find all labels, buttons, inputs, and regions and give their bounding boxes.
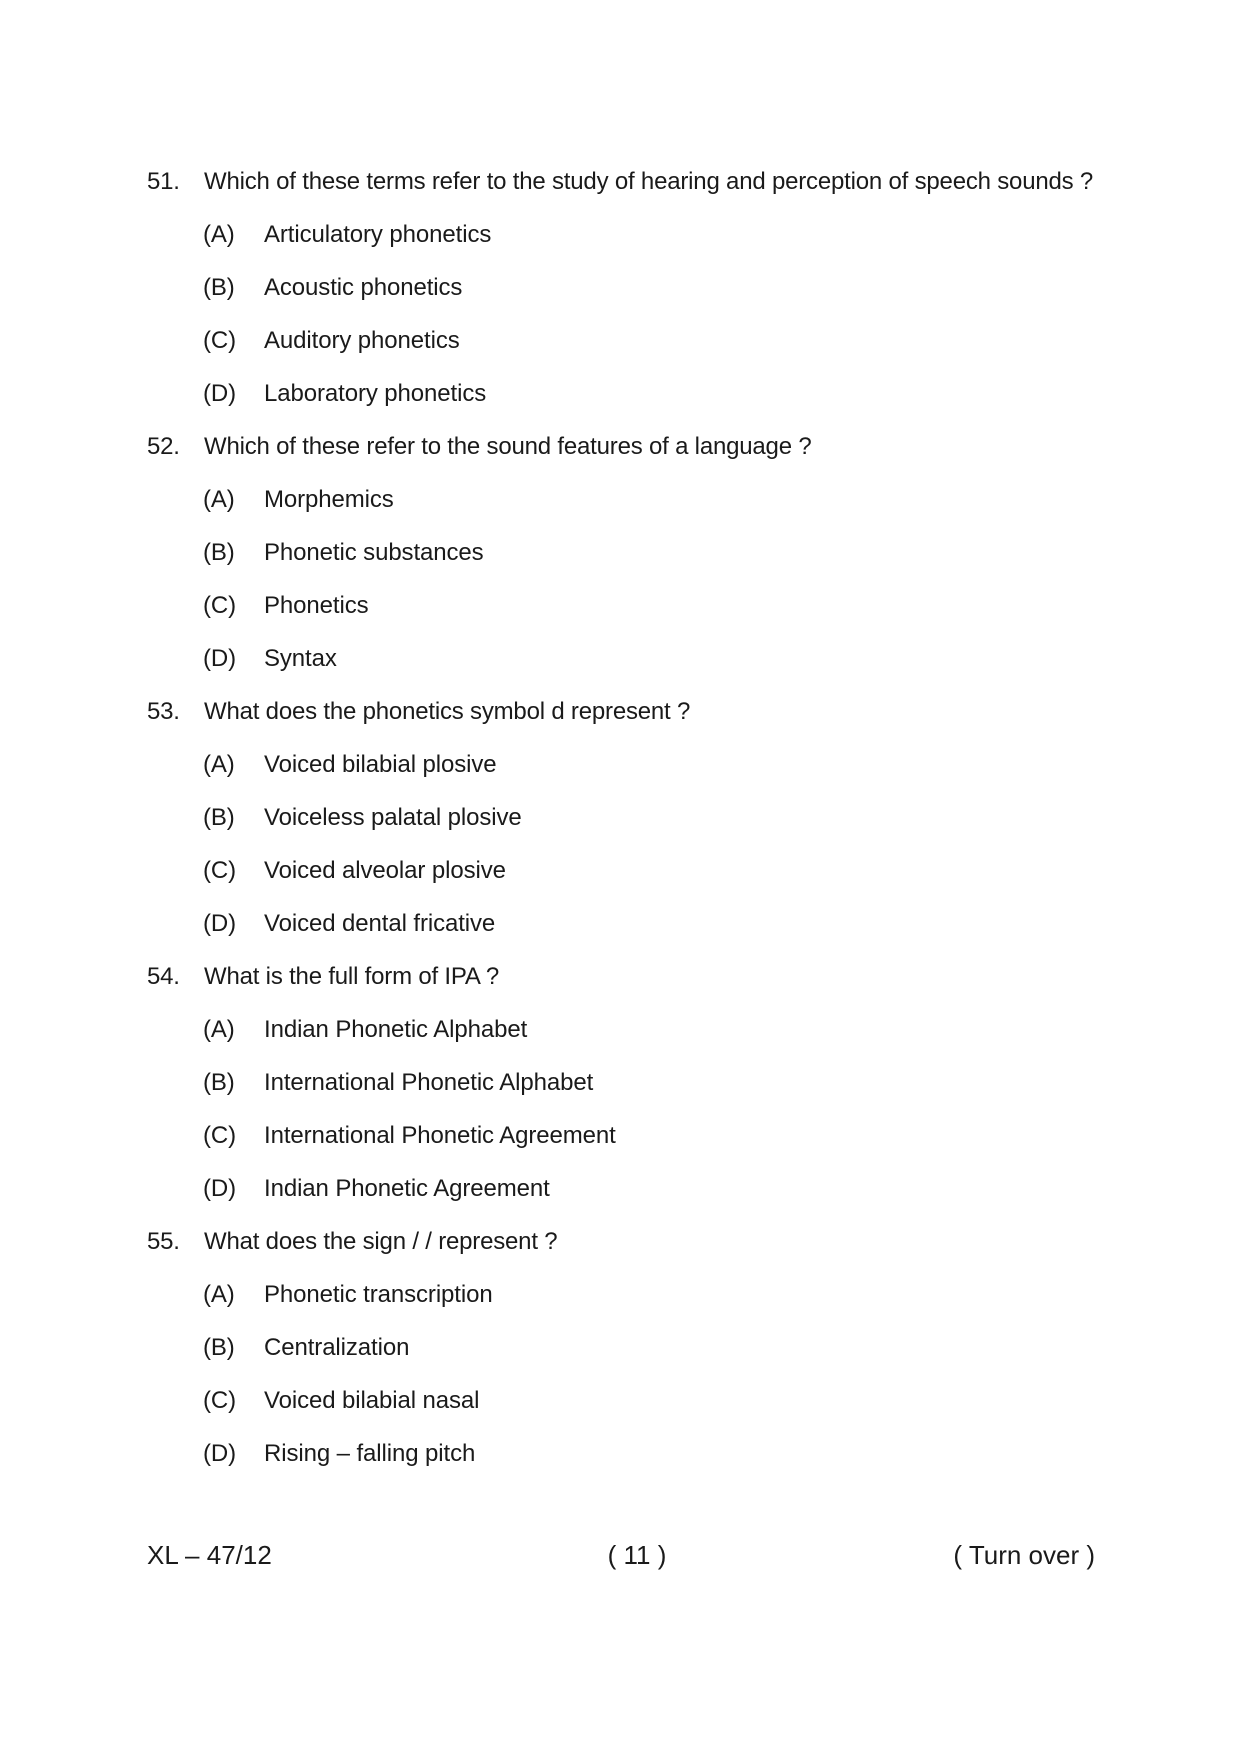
- option-c: [147, 1385, 1107, 1417]
- question-list: [147, 166, 1107, 1491]
- option-d: [147, 1173, 1107, 1205]
- option-label: (C): [203, 857, 237, 884]
- option-label: (B): [203, 1334, 235, 1361]
- question-text: What does the sign / / represent ?: [204, 1228, 558, 1255]
- question-51: [147, 166, 1107, 410]
- option-b: [147, 537, 1107, 569]
- option-b: [147, 1067, 1107, 1099]
- question-stem: [147, 961, 1107, 993]
- question-stem: [147, 166, 1107, 198]
- question-54: [147, 961, 1107, 1205]
- option-label: (D): [203, 380, 237, 407]
- question-text: Which of these refer to the sound features of a language ?: [204, 433, 812, 460]
- question-text: What does the phonetics symbol d represent ?: [204, 698, 691, 725]
- option-text: Phonetic transcription: [264, 1281, 493, 1308]
- question-stem: [147, 1226, 1107, 1258]
- option-a: [147, 749, 1107, 781]
- option-label: (B): [203, 274, 235, 301]
- option-text: Morphemics: [264, 486, 394, 513]
- option-label: (D): [203, 910, 237, 937]
- question-55: [147, 1226, 1107, 1470]
- page-footer: [147, 1538, 1095, 1572]
- option-label: (A): [203, 1016, 235, 1043]
- option-text: Centralization: [264, 1334, 410, 1361]
- option-b: [147, 272, 1107, 304]
- question-stem: [147, 696, 1107, 728]
- question-number: 54.: [147, 963, 180, 990]
- option-c: [147, 855, 1107, 887]
- option-a: [147, 1279, 1107, 1311]
- option-a: [147, 484, 1107, 516]
- option-a: [147, 219, 1107, 251]
- option-label: (C): [203, 1387, 237, 1414]
- option-text: Indian Phonetic Agreement: [264, 1175, 550, 1202]
- option-d: [147, 1438, 1107, 1470]
- option-label: (D): [203, 645, 237, 672]
- option-b: [147, 1332, 1107, 1364]
- option-label: (C): [203, 327, 237, 354]
- exam-code: XL – 47/12: [147, 1540, 272, 1570]
- option-c: [147, 1120, 1107, 1152]
- question-52: [147, 431, 1107, 675]
- option-label: (B): [203, 1069, 235, 1096]
- option-label: (A): [203, 486, 235, 513]
- option-label: (B): [203, 539, 235, 566]
- option-text: Acoustic phonetics: [264, 274, 463, 301]
- option-text: Indian Phonetic Alphabet: [264, 1016, 528, 1043]
- option-text: Rising – falling pitch: [264, 1440, 476, 1467]
- turn-over-note: ( Turn over ): [953, 1540, 1095, 1570]
- option-label: (C): [203, 1122, 237, 1149]
- option-text: Articulatory phonetics: [264, 221, 492, 248]
- option-label: (B): [203, 804, 235, 831]
- option-text: Voiced bilabial plosive: [264, 751, 497, 778]
- option-text: International Phonetic Alphabet: [264, 1069, 594, 1096]
- option-text: International Phonetic Agreement: [264, 1122, 616, 1149]
- question-number: 51.: [147, 168, 180, 195]
- question-53: [147, 696, 1107, 940]
- page-number: ( 11 ): [607, 1540, 667, 1570]
- option-d: [147, 643, 1107, 675]
- option-label: (A): [203, 751, 235, 778]
- option-d: [147, 908, 1107, 940]
- question-text: Which of these terms refer to the study of hearing and perception of speech sounds ?: [204, 168, 1094, 195]
- option-text: Phonetics: [264, 592, 369, 619]
- option-c: [147, 590, 1107, 622]
- question-text: What is the full form of IPA ?: [204, 963, 500, 990]
- option-text: Voiceless palatal plosive: [264, 804, 522, 831]
- option-text: Voiced bilabial nasal: [264, 1387, 480, 1414]
- option-text: Voiced alveolar plosive: [264, 857, 506, 884]
- option-text: Phonetic substances: [264, 539, 484, 566]
- option-text: Syntax: [264, 645, 337, 672]
- option-label: (A): [203, 221, 235, 248]
- option-text: Voiced dental fricative: [264, 910, 496, 937]
- question-number: 53.: [147, 698, 180, 725]
- option-c: [147, 325, 1107, 357]
- option-label: (C): [203, 592, 237, 619]
- option-text: Auditory phonetics: [264, 327, 460, 354]
- question-stem: [147, 431, 1107, 463]
- option-label: (A): [203, 1281, 235, 1308]
- option-a: [147, 1014, 1107, 1046]
- option-d: [147, 378, 1107, 410]
- option-text: Laboratory phonetics: [264, 380, 487, 407]
- question-number: 55.: [147, 1228, 180, 1255]
- option-label: (D): [203, 1175, 237, 1202]
- question-number: 52.: [147, 433, 180, 460]
- option-b: [147, 802, 1107, 834]
- option-label: (D): [203, 1440, 237, 1467]
